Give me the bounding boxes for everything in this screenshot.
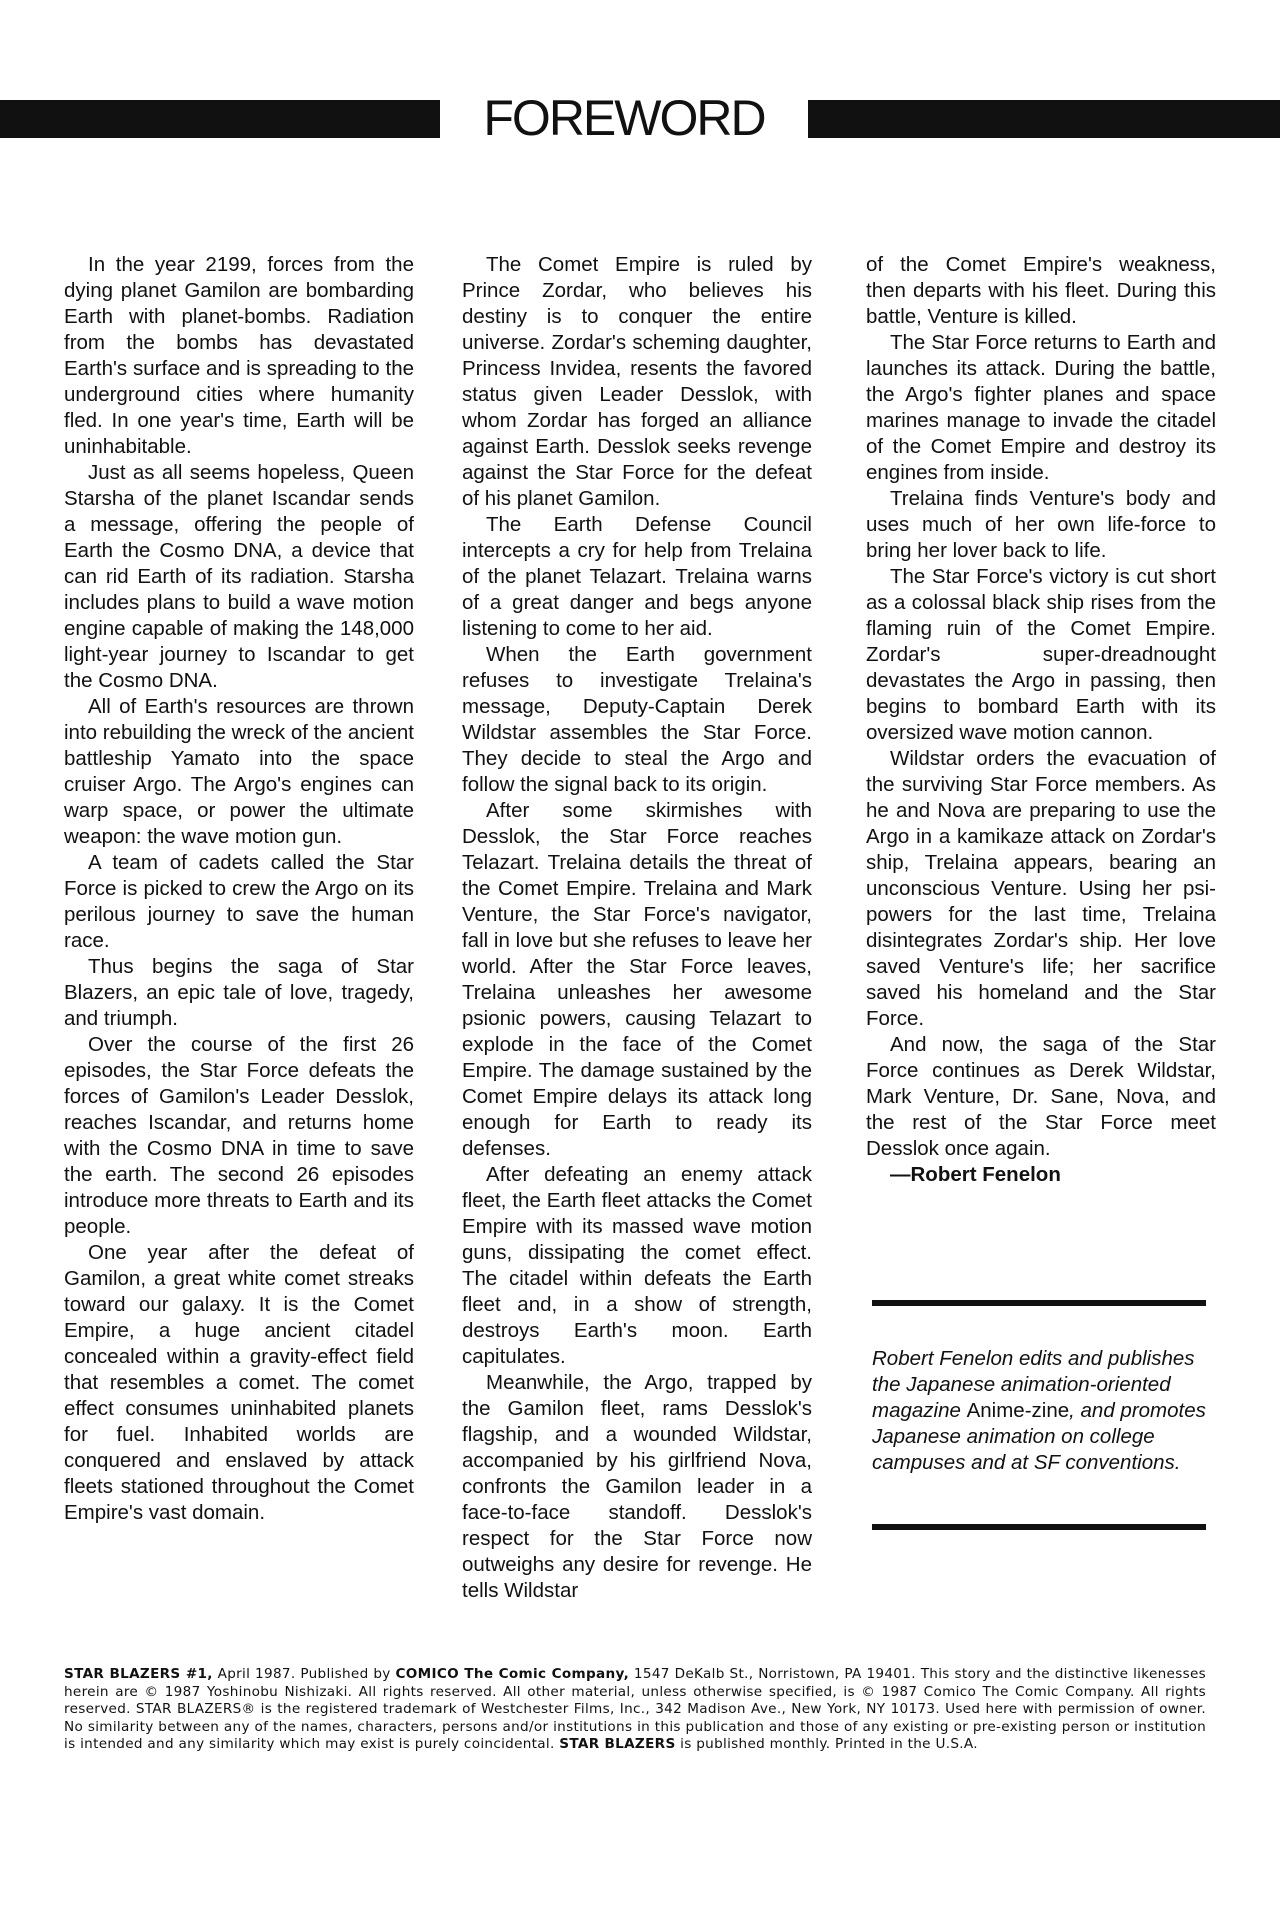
- indicia-closing: is published monthly. Printed in the U.S.A.: [675, 1736, 978, 1753]
- foreword-header: [0, 90, 1280, 146]
- paragraph: And now, the saga of the Star Force continues as Derek Wildstar, Mark Venture, Dr. Sane, Nova, and the rest of the Star Force meet Desslok once again.: [866, 1033, 1216, 1160]
- paragraph: A team of cadets called the Star Force is picked to crew the Argo on its perilous journey to save the human race.: [64, 851, 414, 952]
- paragraph: Meanwhile, the Argo, trapped by the Gamilon fleet, rams Desslok's flagship, and a wounded Wildstar, accompanied by his girlfriend Nova, confronts the Gamilon leader in a face-to-face standoff. Desslok's respect for the Star Force now outweighs any desire for revenge. He tells Wildstar: [462, 1371, 812, 1602]
- header-bar-right: [808, 100, 1280, 138]
- paragraph: The Comet Empire is ruled by Prince Zordar, who believes his destiny is to conquer the entire universe. Zordar's scheming daughter, Princess Invidea, resents the favored status given Leader Desslok, with whom Zordar has forged an alliance against Earth. Desslok seeks revenge against the Star Force for the defeat of his planet Gamilon.: [462, 253, 812, 510]
- paragraph: In the year 2199, forces from the dying planet Gamilon are bombarding Earth with planet-bombs. Radiation from the bombs has devastated Earth's surface and is spreading to the underground cities where humanity fled. In one year's time, Earth will be uninhabitable.: [64, 253, 414, 458]
- author-bio: [872, 1346, 1206, 1476]
- divider-bottom: [872, 1524, 1206, 1530]
- paragraph: Trelaina finds Venture's body and uses much of her own life-force to bring her lover back to life.: [866, 487, 1216, 562]
- paragraph: After some skirmishes with Desslok, the Star Force reaches Telazart. Trelaina details the threat of the Comet Empire. Trelaina and Mark Venture, the Star Force's navigator, fall in love but she refuses to leave her world. After the Star Force leaves, Trelaina unleashes her awesome psionic powers, causing Telazart to explode in the face of the Comet Empire. The damage sustained by the Comet Empire delays its attack long enough for Earth to ready its defenses.: [462, 799, 812, 1160]
- page-title: FOREWORD: [483, 90, 765, 146]
- bio-text: [872, 1346, 1206, 1476]
- paragraph: When the Earth government refuses to investigate Trelaina's message, Deputy-Captain Derek Wildstar assembles the Star Force. They decide to steal the Argo and follow the signal back to its origin.: [462, 643, 812, 796]
- bio-part-2: , and promotes Japanese animation on college campuses and at SF conventions.: [872, 1399, 1206, 1474]
- paragraph: Over the course of the first 26 episodes, the Star Force defeats the forces of Gamilon's Leader Desslok, reaches Iscandar, and returns home with the Cosmo DNA in time to save the earth. The second 26 episodes introduce more threats to Earth and its people.: [64, 1033, 414, 1238]
- paragraph: The Star Force's victory is cut short as a colossal black ship rises from the flaming ruin of the Comet Empire. Zordar's super-dreadnought devastates the Argo in passing, then begins to bombard Earth with its oversized wave motion cannon.: [866, 565, 1216, 744]
- text-column-1: [64, 252, 414, 1526]
- paragraph: The Star Force returns to Earth and launches its attack. During the battle, the Argo's fighter planes and space marines manage to invade the citadel of the Comet Empire and destroy its engines from inside.: [866, 331, 1216, 484]
- indicia-publisher: COMICO The Comic Company,: [395, 1666, 630, 1682]
- divider-top: [872, 1300, 1206, 1306]
- magazine-name: Anime-zine: [966, 1399, 1070, 1422]
- paragraph-continuation: of the Comet Empire's weakness, then departs with his fleet. During this battle, Venture is killed.: [866, 253, 1216, 328]
- text-column-3: [866, 252, 1216, 1188]
- paragraph: One year after the defeat of Gamilon, a great white comet streaks toward our galaxy. It is the Comet Empire, a huge ancient citadel concealed within a gravity-effect field that resembles a comet. The comet effect consumes uninhabited planets for fuel. Inhabited worlds are conquered and enslaved by attack fleets stationed throughout the Comet Empire's vast domain.: [64, 1241, 414, 1524]
- indicia-title: STAR BLAZERS #1,: [64, 1666, 213, 1682]
- indicia-date: April 1987. Published by: [212, 1666, 396, 1682]
- paragraph: Wildstar orders the evacuation of the surviving Star Force members. As he and Nova are preparing to use the Argo in a kamikaze attack on Zordar's ship, Trelaina appears, bearing an unconscious Venture. Using her psi-powers for the last time, Trelaina disintegrates Zordar's ship. Her love saved Venture's life; her sacrifice saved his homeland and the Star Force.: [866, 747, 1216, 1030]
- text-column-2: [462, 252, 812, 1604]
- indicia-body: 1547 DeKalb St., Norristown, PA 19401. This story and the distinctive likenesses herein are © 1987 Yoshinobu Nishizaki. All rights reserved. All other material, unless otherwise specified, is © 1987 Comico The Comic Company. All rights reserved. STAR BLAZERS® is the registered trademark of Westchester Films, Inc., 342 Madison Ave., New York, NY 10173. Used here with permission of owner. No similarity between any of the names, characters, persons and/or institutions in this publication and those of any existing or pre-existing person or institution is intended and any similarity which may exist is purely coincidental.: [64, 1666, 1206, 1753]
- paragraph: Thus begins the saga of Star Blazers, an epic tale of love, tragedy, and triumph.: [64, 955, 414, 1030]
- author-signature: —Robert Fenelon: [890, 1163, 1061, 1186]
- bio-part-1: Robert Fenelon edits and publishes the Japanese animation-oriented magazine: [872, 1347, 1195, 1422]
- paragraph: After defeating an enemy attack fleet, the Earth fleet attacks the Comet Empire with its massed wave motion guns, dissipating the comet effect. The citadel within defeats the Earth fleet and, in a show of strength, destroys Earth's moon. Earth capitulates.: [462, 1163, 812, 1368]
- indicia: [64, 1666, 1206, 1754]
- indicia-title-end: STAR BLAZERS: [559, 1736, 676, 1753]
- paragraph: The Earth Defense Council intercepts a cry for help from Trelaina of the planet Telazart. Trelaina warns of a great danger and begs anyone listening to come to her aid.: [462, 513, 812, 640]
- paragraph: Just as all seems hopeless, Queen Starsha of the planet Iscandar sends a message, offering the people of Earth the Cosmo DNA, a device that can rid Earth of its radiation. Starsha includes plans to build a wave motion engine capable of making the 148,000 light-year journey to Iscandar to get the Cosmo DNA.: [64, 461, 414, 692]
- paragraph: All of Earth's resources are thrown into rebuilding the wreck of the ancient battleship Yamato into the space cruiser Argo. The Argo's engines can warp space, or power the ultimate weapon: the wave motion gun.: [64, 695, 414, 848]
- header-bar-left: [0, 100, 440, 138]
